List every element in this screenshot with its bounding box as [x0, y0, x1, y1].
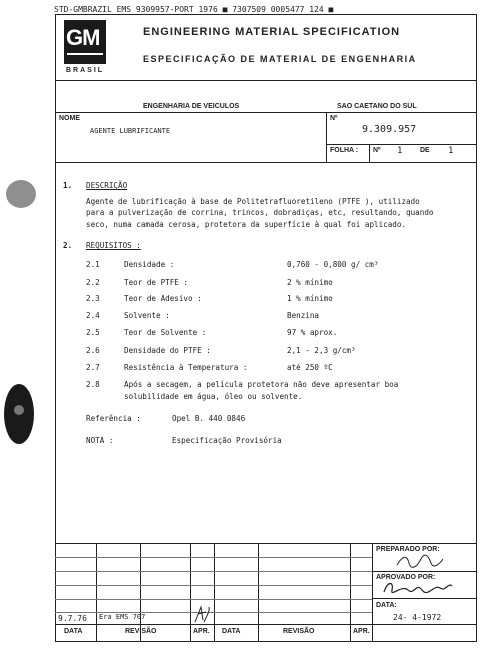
department: ENGENHARIA DE VEICULOS: [143, 103, 240, 110]
frame-bottom: [55, 641, 477, 642]
punch-hole-center: [14, 405, 24, 415]
req-number: 2.2: [86, 278, 100, 287]
req-number: 2.8: [86, 380, 100, 389]
folha-top: [326, 144, 477, 145]
revision-initials: [192, 604, 212, 624]
folha-divider: [369, 144, 370, 162]
grid-row: [55, 599, 372, 600]
nome-bottom: [55, 162, 477, 163]
req-value: Benzina: [287, 311, 320, 320]
section1-line: para a pulverização de corrina, trincos, dobradiças, etc, resultando, quando: [86, 208, 434, 217]
section1-line: seco, numa camada cerosa, protetora da superfície à qual foi aplicado.: [86, 220, 407, 229]
footer-apr-1: APR.: [193, 628, 210, 635]
data-label: DATA:: [376, 602, 397, 609]
scan-smudge: [6, 180, 36, 208]
nome-value: AGENTE LUBRIFICANTE: [90, 127, 171, 135]
req-number: 2.4: [86, 311, 100, 320]
title-portuguese: ESPECIFICAÇÃO DE MATERIAL DE ENGENHARIA: [143, 54, 417, 64]
grid-row: [55, 557, 372, 558]
revision-date: 9.7.76: [58, 614, 87, 623]
section1-number: 1.: [63, 181, 73, 190]
req-name: Resistência à Temperatura :: [124, 363, 248, 372]
req-value: até 250 ºC: [287, 363, 333, 372]
footer-apr-2: APR.: [353, 628, 370, 635]
req-value: 0,760 - 0,800 g/ cm³: [287, 260, 379, 269]
section2-number: 2.: [63, 241, 73, 250]
folha-total: 1: [448, 146, 454, 156]
header-divider: [55, 112, 477, 113]
nota-label: NOTA :: [86, 436, 114, 445]
city: SAO CAETANO DO SUL: [337, 103, 417, 110]
req-number: 2.3: [86, 294, 100, 303]
preparado-label: PREPARADO POR:: [376, 546, 440, 553]
reference-label: Referência :: [86, 414, 141, 423]
document-code: STD-GMBRAZIL EMS 9309957-PORT 1976 ■ 7307509 0005477 124 ■: [54, 5, 334, 14]
preparado-signature: [395, 553, 445, 569]
footer-data-1: DATA: [64, 628, 83, 635]
req-number: 2.7: [86, 363, 100, 372]
section1-line: Agente de lubrificação à base de Politetrafluoretileno (PTFE ), utilizado: [86, 197, 420, 206]
req-value: 97 % aprox.: [287, 328, 338, 337]
grid-row: [55, 624, 477, 625]
req-name: Densidade :: [124, 260, 175, 269]
req-value: 2 % mínimo: [287, 278, 333, 287]
section2-title: REQUISITOS :: [86, 241, 141, 250]
req-text: solubilidade em água, óleo ou solvente.: [124, 392, 303, 401]
section1-title: DESCRIÇÃO: [86, 181, 128, 190]
aprovado-label: APROVADO POR:: [376, 574, 436, 581]
req-text: Após a secagem, a película protetora não deve apresentar boa: [124, 380, 399, 389]
req-name: Teor de Adesivo :: [124, 294, 202, 303]
grid-col: [372, 543, 373, 641]
req-name: Teor de Solvente :: [124, 328, 207, 337]
grid-row: [55, 571, 372, 572]
numero-value: 9.309.957: [362, 124, 417, 135]
footer-data-2: DATA: [222, 628, 241, 635]
folha-n-label: Nº: [373, 147, 381, 154]
nome-divider: [326, 112, 327, 162]
grid-row: [55, 543, 477, 544]
title-english: ENGINEERING MATERIAL SPECIFICATION: [143, 26, 401, 38]
req-name: Densidade do PTFE :: [124, 346, 211, 355]
req-value: 1 % mínimo: [287, 294, 333, 303]
logo-country: BRASIL: [66, 67, 105, 74]
title-divider: [55, 80, 477, 81]
req-name: Solvente :: [124, 311, 170, 320]
logo-underline: [67, 53, 103, 55]
req-number: 2.5: [86, 328, 100, 337]
revision-text: Era EMS 707: [99, 613, 146, 621]
folha-de: DE: [420, 147, 430, 154]
nota-value: Especificação Provisória: [172, 436, 282, 445]
data-value: 24- 4-1972: [393, 613, 442, 622]
grid-row: [55, 585, 372, 586]
signature-divider: [372, 571, 477, 572]
frame-top: [55, 14, 477, 15]
req-number: 2.6: [86, 346, 100, 355]
folha-number: 1: [397, 146, 403, 156]
reference-value: Opel B. 440 0846: [172, 414, 246, 423]
req-value: 2,1 - 2,3 g/cm³: [287, 346, 356, 355]
footer-revisao-1: REVISÃO: [125, 628, 157, 635]
req-number: 2.1: [86, 260, 100, 269]
gm-logo: [64, 20, 106, 64]
signature-divider: [372, 598, 477, 599]
aprovado-signature: [382, 578, 454, 596]
footer-revisao-2: REVISÃO: [283, 628, 315, 635]
nome-label: NOME: [59, 115, 80, 122]
logo-mark: GM: [66, 25, 100, 50]
numero-label: Nº: [330, 115, 338, 122]
req-name: Teor de PTFE :: [124, 278, 189, 287]
folha-label: FOLHA :: [330, 147, 359, 154]
frame-left: [55, 14, 56, 642]
frame-right: [476, 14, 477, 642]
